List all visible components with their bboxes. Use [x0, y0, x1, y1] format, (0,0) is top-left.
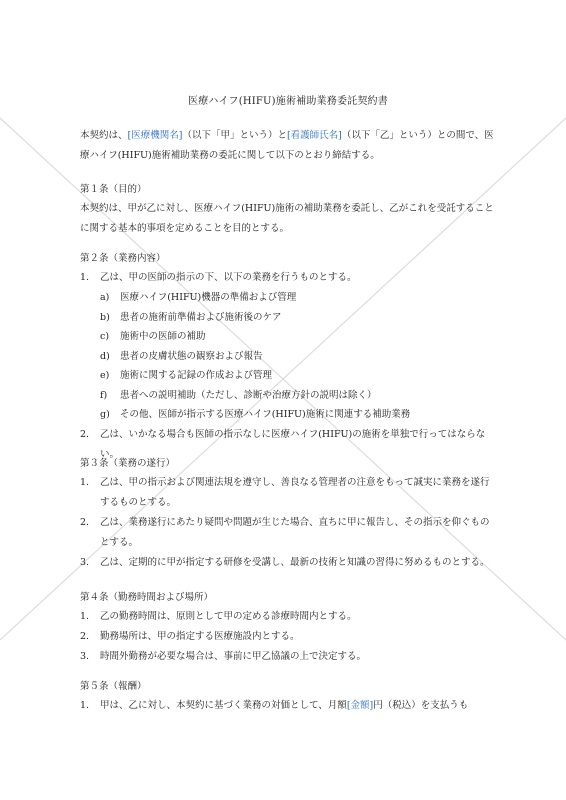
- clinic-name-placeholder: [医療機関名]: [127, 130, 183, 141]
- item-number: 3.: [80, 651, 90, 662]
- item-text: 乙は、業務遂行にあたり疑問や問題が生じた場合、直ちに甲に報告し、その指示を仰ぐものとする。: [100, 517, 490, 548]
- item-text: 乙は、甲の指示および関連法規を遵守し、善良なる管理者の注意をもって誠実に業務を遂行するものとする。: [100, 477, 490, 508]
- subitem-mark: c): [100, 331, 110, 342]
- article-2-item-1: [80, 268, 496, 288]
- subitem-text: 医療ハイフ(HIFU)機器の準備および管理: [120, 292, 297, 303]
- article-4: [80, 589, 496, 667]
- item-text: 時間外勤務が必要な場合は、事前に甲乙協議の上で決定する。: [100, 651, 367, 662]
- item-number: 3.: [80, 557, 90, 568]
- subitem-mark: d): [100, 350, 110, 362]
- article-2: [80, 250, 496, 465]
- article-5-item-1: [80, 696, 496, 716]
- subitem-text: 施術中の医師の補助: [120, 331, 206, 342]
- nurse-name-placeholder: [看護師氏名]: [286, 130, 342, 141]
- item-text: 乙の勤務時間は、原則として甲の定める診療時間内とする。: [100, 611, 357, 622]
- article-4-item: [80, 627, 496, 647]
- article-2-subitem: [80, 405, 496, 425]
- article-3-item: [80, 473, 496, 513]
- subitem-mark: e): [100, 370, 110, 381]
- payment-text: 円（税込）を支払うも: [373, 700, 469, 711]
- item-number: 2.: [80, 631, 90, 642]
- subitem-text: 患者への説明補助（ただし、診断や治療方針の説明は除く）: [120, 389, 377, 401]
- article-2-title: 第２条（業務内容）: [80, 253, 166, 264]
- intro-paragraph: [80, 126, 496, 166]
- article-3-item: [80, 513, 496, 553]
- article-2-subitem: [80, 288, 496, 308]
- article-2-subitem: [80, 308, 496, 328]
- item-text: 乙は、定期的に甲が指定する研修を受講し、最新の技術と知識の習得に努めるものとする。: [100, 557, 490, 568]
- document-title: 医療ハイフ(HIFU)施術補助業務委託契約書: [188, 96, 388, 107]
- article-3-title: 第３条（業務の遂行）: [80, 458, 176, 469]
- intro-text: （以下「乙」という）との間で、医療ハイフ(HIFU)施術補助業務の委託に関して以下のとおり締結する。: [80, 130, 494, 161]
- article-3-item: [80, 553, 496, 573]
- item-text: [100, 696, 496, 716]
- item-number: 2.: [80, 517, 90, 528]
- subitem-text: 患者の皮膚状態の観察および報告: [120, 350, 263, 362]
- item-number: 1.: [80, 611, 90, 622]
- item-number: 2.: [80, 428, 90, 440]
- article-5-title: 第５条（報酬）: [80, 681, 147, 692]
- article-1-body: 本契約は、甲が乙に対し、医療ハイフ(HIFU)施術の補助業務を委託し、乙がこれを受託することに関する基本的事項を定めることを目的とする。: [80, 203, 494, 234]
- item-text: 乙は、甲の医師の指示の下、以下の業務を行うものとする。: [100, 272, 357, 283]
- intro-text: 本契約は、: [80, 130, 128, 141]
- payment-text: 甲は、乙に対し、本契約に基づく業務の対価として、月額: [100, 700, 347, 711]
- article-4-title: 第４条（勤務時間および場所）: [80, 592, 214, 603]
- article-4-item: [80, 647, 496, 667]
- article-2-subitem: [80, 386, 496, 406]
- subitem-mark: f): [100, 389, 108, 401]
- article-3: [80, 455, 496, 573]
- article-2-subitem: [80, 327, 496, 347]
- subitem-mark: a): [100, 292, 110, 303]
- article-1-title: 第１条（目的）: [80, 184, 147, 195]
- subitem-text: その他、医師が指示する医療ハイフ(HIFU)施術に関連する補助業務: [120, 409, 411, 420]
- article-2-subitem: [80, 366, 496, 386]
- amount-placeholder: [金額]: [346, 700, 374, 711]
- article-2-subitem: [80, 347, 496, 367]
- article-5: [80, 678, 496, 716]
- article-4-item: [80, 607, 496, 627]
- subitem-text: 施術に関する記録の作成および管理: [120, 370, 273, 381]
- article-1: [80, 181, 496, 239]
- item-number: 1.: [80, 700, 90, 711]
- item-text: 勤務場所は、甲の指定する医療施設内とする。: [100, 631, 300, 642]
- intro-text: （以下「甲」という）と: [182, 130, 287, 141]
- item-text: 乙は、いかなる場合も医師の指示なしに医療ハイフ(HIFU)の施術を単独で行ってはならない。: [100, 428, 486, 460]
- item-number: 1.: [80, 272, 90, 283]
- subitem-mark: g): [100, 409, 110, 420]
- subitem-text: 患者の施術前準備および施術後のケア: [120, 311, 282, 323]
- subitem-mark: b): [100, 311, 110, 323]
- item-number: 1.: [80, 477, 90, 488]
